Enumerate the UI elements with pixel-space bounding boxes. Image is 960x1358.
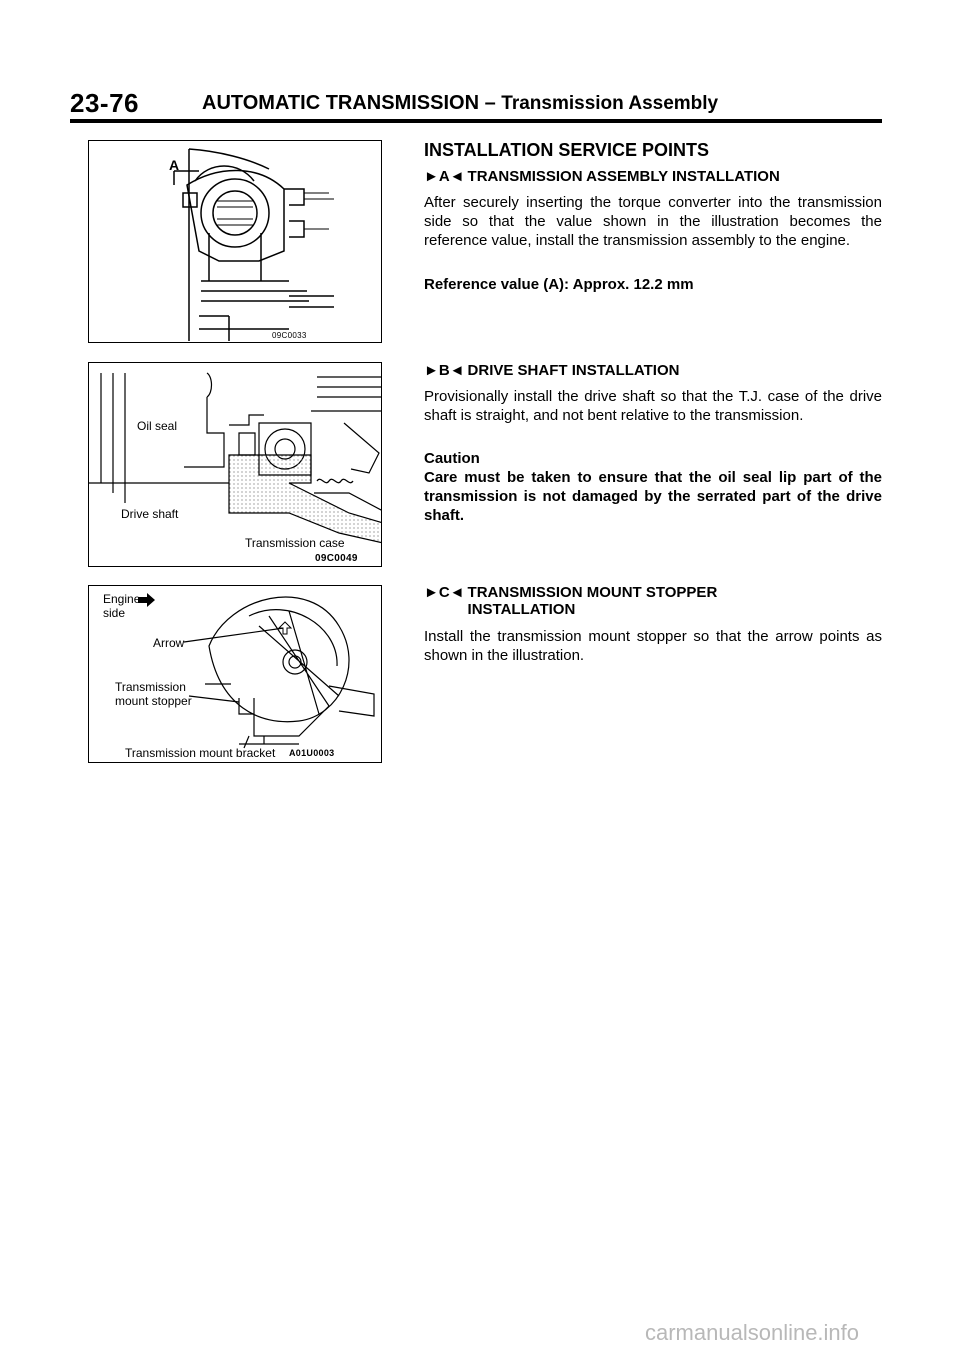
- title-separator: –: [484, 92, 496, 114]
- section-a-heading: [424, 168, 882, 185]
- page-number: 23-76: [70, 88, 139, 118]
- marker-b: ►B◄: [424, 362, 465, 379]
- section-a-title: TRANSMISSION ASSEMBLY INSTALLATION: [467, 168, 780, 185]
- section-b-title: DRIVE SHAFT INSTALLATION: [467, 362, 680, 379]
- chapter-title: [202, 92, 718, 115]
- section-title: INSTALLATION SERVICE POINTS: [424, 140, 710, 160]
- figure-code: 09C0033: [272, 331, 307, 340]
- oil-seal-label: Oil seal: [137, 419, 178, 433]
- section-b-body: Provisionally install the drive shaft so that the T.J. case of the drive shaft is straight, and not bent relative to the transmission.: [424, 388, 882, 424]
- transmission-case-label: Transmission case: [245, 536, 345, 550]
- figure-mount-stopper: [88, 585, 382, 763]
- stopper-label-line1: Transmission: [115, 680, 186, 694]
- mount-stopper-drawing: [89, 586, 382, 763]
- chapter-name: AUTOMATIC TRANSMISSION: [202, 92, 480, 114]
- bracket-label: Transmission mount bracket: [125, 746, 276, 760]
- caution-title: Caution: [424, 450, 480, 467]
- torque-converter-drawing: [89, 141, 382, 343]
- reference-value: Reference value (A): Approx. 12.2 mm: [424, 276, 694, 293]
- drive-shaft-label: Drive shaft: [121, 507, 179, 521]
- engine-label: Engine: [103, 592, 141, 606]
- section-c-heading: [424, 584, 882, 618]
- section-a-body: After securely inserting the torque converter into the transmission side so that the value shown in the illustration becomes the reference value, install the transmission assembly to the engine.: [424, 194, 882, 249]
- section-c-title: TRANSMISSION MOUNT STOPPER INSTALLATION: [467, 584, 718, 618]
- section-b-heading: [424, 362, 882, 379]
- header-rule: [70, 119, 882, 123]
- side-label: side: [103, 606, 126, 620]
- figure-drive-shaft: [88, 362, 382, 567]
- section-name: Transmission Assembly: [501, 93, 719, 114]
- watermark: carmanualsonline.info: [645, 1320, 860, 1345]
- stopper-label-line2: mount stopper: [115, 694, 192, 708]
- figure-torque-converter: [88, 140, 382, 343]
- figure-code: A01U0003: [289, 748, 335, 758]
- figure-code: 09C0049: [315, 553, 358, 564]
- caution-text: Care must be taken to ensure that the oil seal lip part of the transmission is not damaged by the serrated part of the drive shaft.: [424, 469, 882, 524]
- dimension-a-label: A: [169, 157, 180, 173]
- marker-c: ►C◄: [424, 584, 465, 601]
- marker-a: ►A◄: [424, 168, 465, 185]
- section-c-body: Install the transmission mount stopper so that the arrow points as shown in the illustration.: [424, 628, 882, 664]
- arrow-label: Arrow: [153, 636, 185, 650]
